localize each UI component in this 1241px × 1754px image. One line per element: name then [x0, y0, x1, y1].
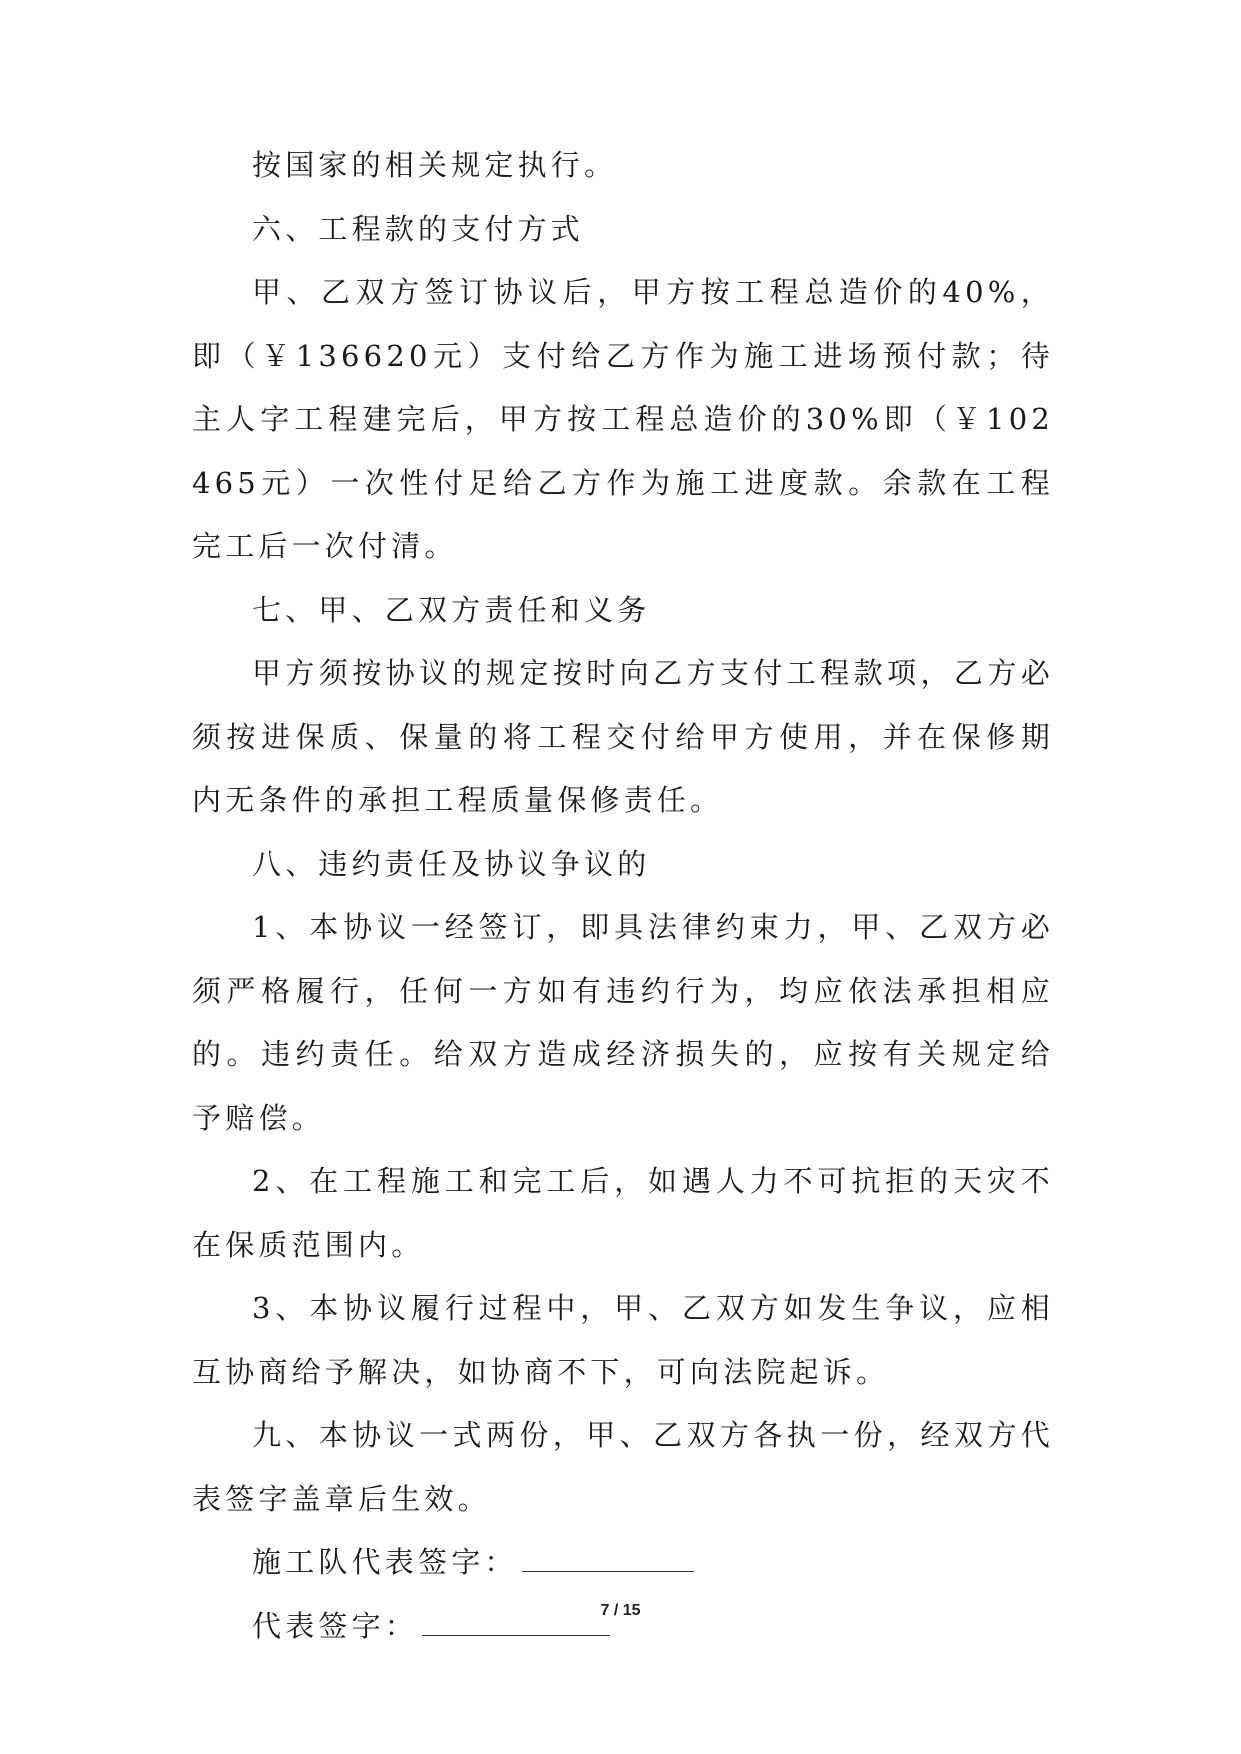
paragraph-copies: 九、本协议一式两份，甲、乙双方各执一份，经双方代表签字盖章后生效。 — [192, 1418, 1054, 1516]
section-heading-breach: 八、违约责任及协议争议的 — [252, 846, 651, 881]
paragraph-breach-3: 3、本协议履行过程中，甲、乙双方如发生争议，应相互协商给予解决，如协商不下，可向法院起诉。 — [192, 1291, 1054, 1389]
document-body — [192, 134, 1054, 1658]
signature-contractor-label: 施工队代表签字： — [252, 1545, 518, 1579]
section-heading-responsibilities: 七、甲、乙双方责任和义务 — [252, 592, 651, 627]
signature-contractor-line — [522, 1551, 694, 1572]
paragraph-breach-1: 1、本协议一经签订，即具法律约束力，甲、乙双方必须严格履行，任何一方如有违约行为，均应依法承担相应的。违约责任。给双方造成经济损失的，应按有关规定给予赔偿。 — [192, 910, 1054, 1135]
paragraph-breach-2: 2、在工程施工和完工后，如遇人力不可抗拒的天灾不在保质范围内。 — [192, 1164, 1054, 1262]
paragraph-responsibilities: 甲方须按协议的规定按时向乙方支付工程款项，乙方必须按进保质、保量的将工程交付给甲方使用，并在保修期内无条件的承担工程质量保修责任。 — [192, 656, 1054, 817]
signature-representative-label: 代表签字： — [252, 1608, 419, 1643]
section-heading-payment: 六、工程款的支付方式 — [252, 211, 585, 246]
paragraph-regulation: 按国家的相关规定执行。 — [252, 148, 618, 182]
page-number: 7 / 15 — [600, 1602, 641, 1619]
paragraph-payment-terms: 甲、乙双方签订协议后，甲方按工程总造价的40%，即（￥136620元）支付给乙方作为施工进场预付款；待主人字工程建完后，甲方按工程总造价的30%即（￥102465元）一次性付足给乙方作为施工进度款。余款在工程完工后一次付清。 — [192, 275, 1054, 563]
signature-contractor — [192, 1531, 1054, 1595]
